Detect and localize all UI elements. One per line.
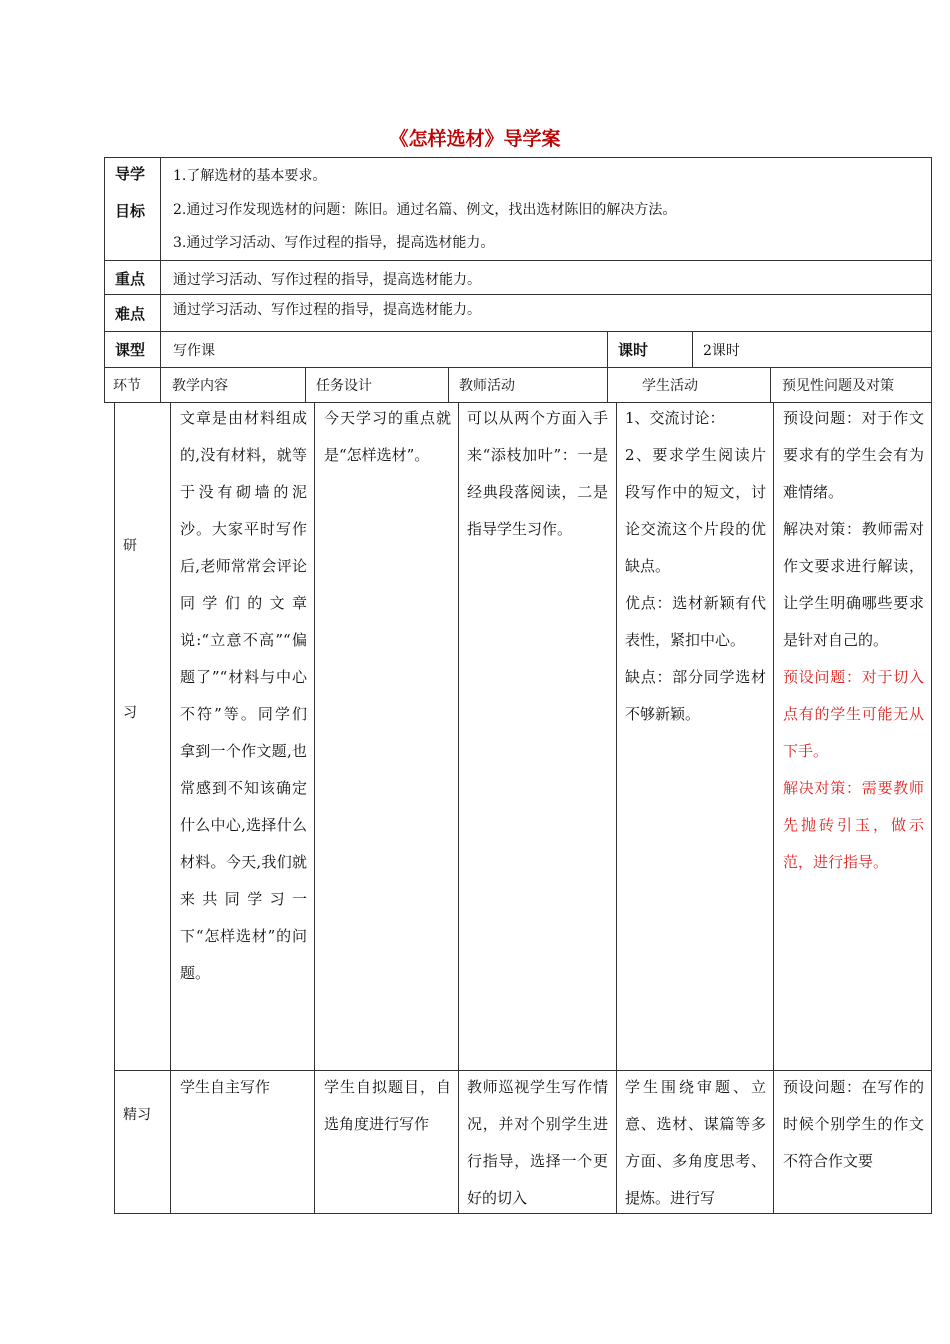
row1-stage-char-1: 研 bbox=[123, 538, 137, 554]
row1-student bbox=[625, 400, 766, 733]
lesson-type-value: 写作课 bbox=[173, 343, 215, 359]
lesson-hours-value: 2课时 bbox=[703, 343, 740, 359]
header-task: 任务设计 bbox=[316, 378, 372, 394]
border-top bbox=[104, 157, 932, 158]
border-lower-col2 bbox=[314, 402, 315, 1214]
row1-teacher: 可以从两个方面入手来“添枝加叶”：一是经典段落阅读，二是指导学生习作。 bbox=[467, 409, 608, 538]
difficulty-text: 通过学习活动、写作过程的指导，提高选材能力。 bbox=[173, 302, 481, 318]
objective-item-1: 1.了解选材的基本要求。 bbox=[173, 168, 327, 184]
border-header-3 bbox=[448, 367, 449, 402]
row1-task: 今天学习的重点就是“怎样选材”。 bbox=[324, 409, 451, 464]
border-lower-col1 bbox=[170, 402, 171, 1214]
objective-item-2: 2.通过习作发现选材的问题：陈旧。通过名篇、例文，找出选材陈旧的解决方法。 bbox=[173, 202, 677, 218]
row1-content: 文章是由材料组成的,没有材料，就等于没有砌墙的泥沙。大家平时写作后,老师常常会评论同学们的文章说:“立意不高”“偏题了”“材料与中心不符”等。同学们拿到一个作文题,也常感到不知该确定什么中心,选择什么材料。今天,我们就来共同学习一下“怎样选材”的问题。 bbox=[180, 409, 307, 982]
border-after-difficulty bbox=[104, 331, 932, 332]
objectives-label-line1: 导学 bbox=[115, 165, 146, 183]
border-right-lower bbox=[931, 402, 932, 1214]
border-lower-col3 bbox=[458, 402, 459, 1214]
row2-task: 学生自拟题目，自选角度进行写作 bbox=[324, 1078, 451, 1133]
lesson-type-label: 课型 bbox=[115, 341, 146, 359]
key-point-label: 重点 bbox=[115, 270, 146, 288]
header-teacher: 教师活动 bbox=[459, 378, 515, 394]
border-header-2 bbox=[305, 367, 306, 402]
border-lower-col5 bbox=[773, 402, 774, 1214]
header-stage: 环节 bbox=[113, 378, 141, 394]
row1-student-item: 缺点：部分同学选材不够新颖。 bbox=[625, 668, 766, 723]
row2-forecast: 预设问题：在写作的时候个别学生的作文不符合作文要 bbox=[783, 1078, 924, 1170]
border-hours-mid bbox=[692, 331, 693, 367]
objectives-label-line2: 目标 bbox=[115, 202, 146, 220]
lesson-hours-label: 课时 bbox=[618, 341, 649, 359]
difficulty-label: 难点 bbox=[115, 305, 146, 323]
border-after-lessontype bbox=[104, 367, 932, 368]
row1-forecast-item: 预设问题：对于切入点有的学生可能无从下手。 bbox=[783, 668, 924, 760]
border-label-col bbox=[160, 157, 161, 367]
border-hours-left bbox=[607, 331, 608, 367]
row2-stage: 精习 bbox=[123, 1107, 151, 1123]
page-title: 《怎样选材》导学案 bbox=[389, 128, 561, 150]
border-left-upper bbox=[104, 157, 105, 402]
row2-content: 学生自主写作 bbox=[180, 1078, 271, 1096]
header-forecast: 预见性问题及对策 bbox=[782, 378, 894, 394]
header-student: 学生活动 bbox=[642, 378, 698, 394]
row1-forecast-item: 解决对策：需要教师先抛砖引玉，做示范，进行指导。 bbox=[783, 779, 924, 871]
border-after-objectives bbox=[104, 260, 932, 261]
border-header-1 bbox=[160, 367, 161, 402]
row2-teacher: 教师巡视学生写作情况，并对个别学生进行指导，选择一个更好的切入 bbox=[467, 1078, 608, 1207]
key-point-text: 通过学习活动、写作过程的指导，提高选材能力。 bbox=[173, 272, 481, 288]
row1-forecast bbox=[783, 400, 924, 881]
row1-forecast-item: 预设问题：对于作文要求有的学生会有为难情绪。 bbox=[783, 409, 924, 501]
row1-student-item: 1、交流讨论： bbox=[625, 409, 725, 427]
border-header-4 bbox=[607, 367, 608, 402]
row1-stage-char-2: 习 bbox=[123, 705, 137, 721]
border-right-upper bbox=[931, 157, 932, 402]
row1-student-item: 2、要求学生阅读片段写作中的短文，讨论交流这个片段的优缺点。 bbox=[625, 446, 766, 575]
border-left-lower bbox=[114, 402, 115, 1214]
row2-student: 学生围绕审题、立意、选材、谋篇等多方面、多角度思考、提炼。进行写 bbox=[625, 1078, 766, 1207]
row1-student-item: 优点：选材新颖有代表性，紧扣中心。 bbox=[625, 594, 766, 649]
border-header-5 bbox=[770, 367, 771, 402]
border-lower-col4 bbox=[616, 402, 617, 1214]
row1-forecast-item: 解决对策：教师需对作文要求进行解读，让学生明确哪些要求是针对自己的。 bbox=[783, 520, 924, 649]
border-after-keypoint bbox=[104, 294, 932, 295]
objective-item-3: 3.通过学习活动、写作过程的指导，提高选材能力。 bbox=[173, 235, 495, 251]
header-content: 教学内容 bbox=[172, 378, 228, 394]
